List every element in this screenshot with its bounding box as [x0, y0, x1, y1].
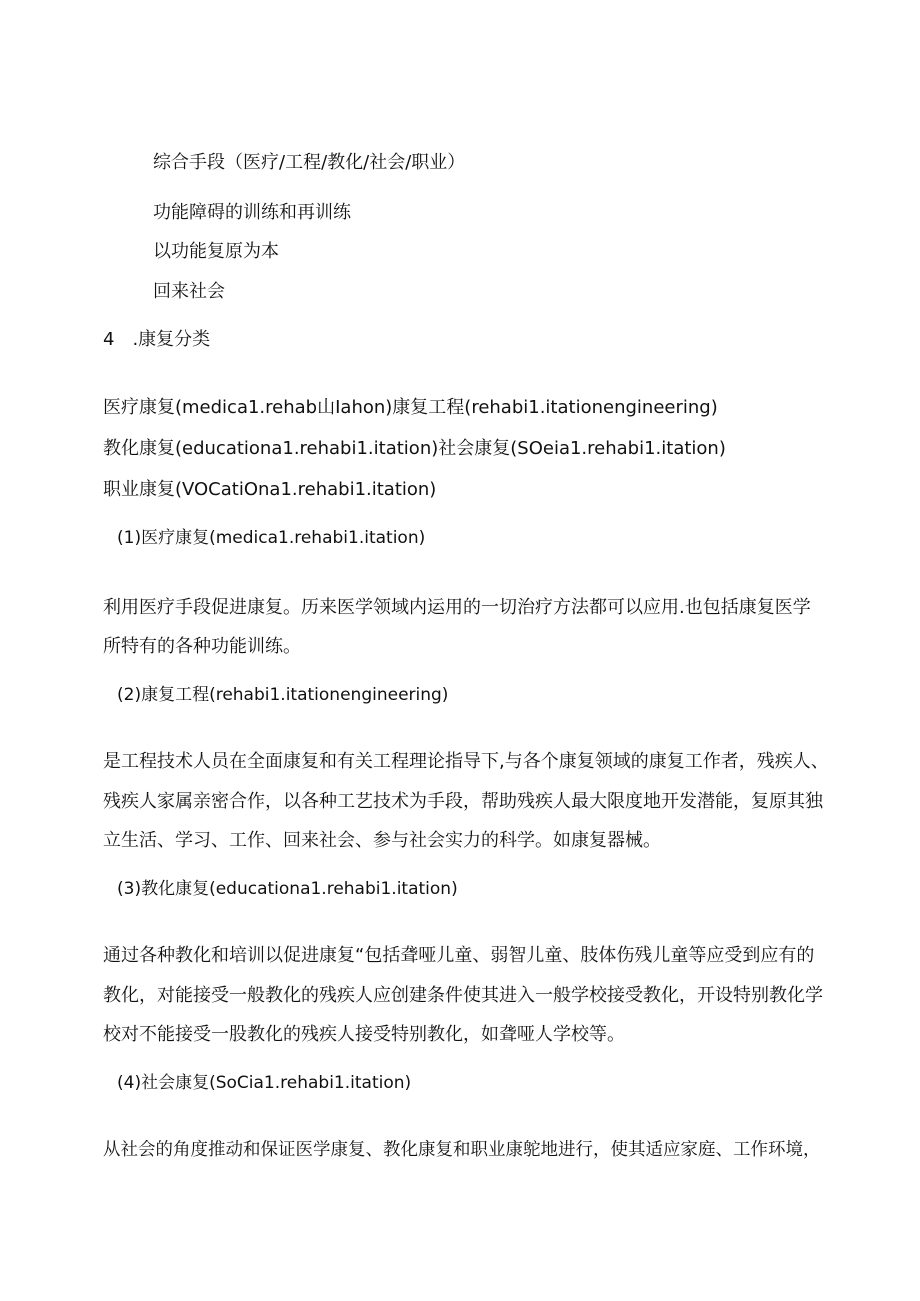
intro-item: 以功能复原为本	[153, 241, 279, 262]
paragraph-line: 从社会的角度推动和保证医学康复、教化康复和职业康鸵地进行，使其适应家庭、工作环境，	[103, 1140, 821, 1160]
paragraph-line: 是工程技术人员在全面康复和有关工程理论指导下,与各个康复领域的康复工作者，残疾人、	[103, 751, 829, 772]
section-heading: 4 .康复分类	[103, 329, 211, 350]
paragraph-line: 所特有的各种功能训练。	[103, 636, 301, 657]
paragraph-line: 教化，对能接受一般教化的残疾人应创建条件使其进入一般学校接受教化，开设特别教化学	[103, 985, 823, 1006]
category-line: 职业康复(VOCatiOna1.rehabi1.itation)	[103, 479, 437, 500]
subsection-heading: (2)康复工程(rehabi1.itationengineering)	[117, 685, 449, 705]
paragraph-line: 残疾人家属亲密合作，以各种工艺技术为手段，帮助残疾人最大限度地开发潜能，复原其独	[103, 791, 823, 812]
subsection-heading: (1)医疗康复(medica1.rehabi1.itation)	[117, 528, 426, 548]
intro-item: 综合手段（医疗/工程/教化/社会/职业）	[153, 152, 466, 173]
subsection-heading: (4)社会康复(SoCia1.rehabi1.itation)	[117, 1073, 412, 1093]
paragraph-line: 利用医疗手段促进康复。历来医学领域内运用的一切治疗方法都可以应用.也包括康复医学	[103, 597, 811, 618]
intro-item: 功能障碍的训练和再训练	[153, 202, 351, 223]
intro-item: 回来社会	[153, 281, 225, 302]
paragraph-line: 校对不能接受一股教化的残疾人接受特别教化，如聋哑人学校等。	[103, 1024, 625, 1045]
category-line: 教化康复(educationa1.rehabi1.itation)社会康复(SOeia1.rehabi1.itation)	[103, 438, 726, 459]
category-line: 医疗康复(medica1.rehab山Iahon)康复工程(rehabi1.itationengineering)	[103, 397, 718, 418]
subsection-heading: (3)教化康复(educationa1.rehabi1.itation)	[117, 879, 458, 899]
paragraph-line: 立生活、学习、工作、回来社会、参与社会实力的科学。如康复器械。	[103, 830, 661, 851]
paragraph-line: 通过各种教化和培训以促进康复“包括聋哑儿童、弱智儿童、肢体伤残儿童等应受到应有的	[103, 945, 815, 966]
